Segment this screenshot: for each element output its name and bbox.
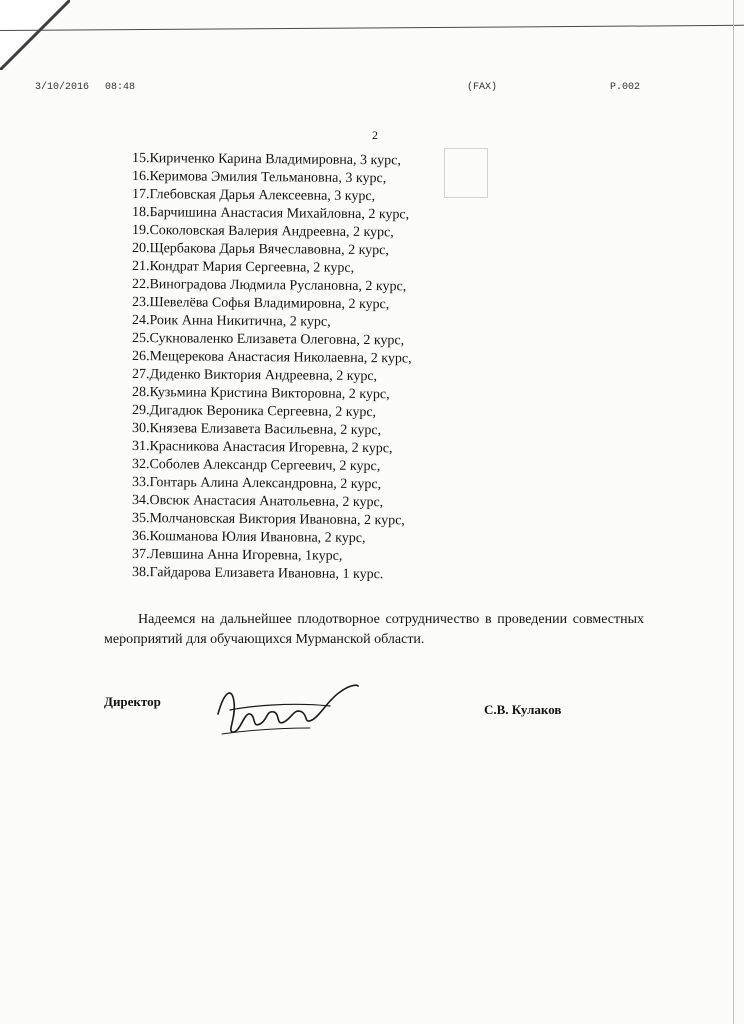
student-list-item: 26.Мещерекова Анастасия Николаевна, 2 курс, [131,349,412,367]
student-list-item: 28.Кузьмина Кристина Викторовна, 2 курс, [131,385,390,403]
signatory-name: С.В. Кулаков [484,702,562,717]
student-list-item: 38.Гайдарова Елизавета Ивановна, 1 курс. [131,565,384,583]
student-list-item: 18.Барчишина Анастасия Михайловна, 2 курс, [131,205,410,223]
student-list-item: 29.Дигадюк Вероника Сергеевна, 2 курс, [131,403,377,421]
student-list-item: 17.Глебовская Дарья Алексеевна, 3 курс, [131,187,376,205]
bleed-through-emblem [444,148,488,198]
page-number: 2 [372,128,378,142]
student-list-item: 27.Диденко Виктория Андреевна, 2 курс, [131,367,378,385]
student-list-item: 24.Роик Анна Никитична, 2 курс, [131,313,331,330]
student-list-item: 21.Кондрат Мария Сергеевна, 2 курс, [131,259,355,276]
handwritten-signature [210,672,360,742]
page-edge [733,0,734,1024]
student-list-item: 33.Гонтарь Алина Александровна, 2 курс, [131,475,382,493]
closing-paragraph: Надеемся на дальнейшее плодотворное сотрудничество в проведении совместных мероприятий для обучающихся Мурманской области. [104,612,644,647]
student-list-item: 25.Сукноваленко Елизавета Олеговна, 2 курс, [131,331,405,349]
student-list-item: 16.Керимова Эмилия Тельмановна, 3 курс, [131,169,387,187]
fax-date: 3/10/2016 [35,82,90,93]
student-list-item: 15.Кириченко Карина Владимировна, 3 курс, [131,151,401,169]
student-list-item: 32.Соболев Александр Сергеевич, 2 курс, [131,457,381,475]
fax-label: (FAX) [467,82,498,93]
student-list-item: 36.Кошманова Юлия Ивановна, 2 курс, [131,529,366,547]
folded-corner [0,0,70,70]
student-list-item: 34.Овсюк Анастасия Анатольевна, 2 курс, [131,493,384,511]
student-list-item: 30.Князева Елизавета Васильевна, 2 курс, [131,421,382,439]
fax-header [35,82,675,98]
student-list-item: 31.Красникова Анастасия Игоревна, 2 курс, [131,439,393,457]
fax-page: P.002 [610,82,641,93]
student-list-item: 35.Молчановская Виктория Ивановна, 2 курс, [131,511,405,529]
fax-time: 08:48 [105,82,136,93]
fold-line [0,25,744,31]
student-list [132,150,412,582]
student-list-item: 19.Соколовская Валерия Андреевна, 2 курс, [131,223,394,241]
student-list-item: 20.Щербакова Дарья Вячеславовна, 2 курс, [131,241,389,259]
student-list-item: 23.Шевелёва Софья Владимировна, 2 курс, [131,295,390,313]
student-list-item: 22.Виноградова Людмила Руслановна, 2 курс, [131,277,407,295]
student-list-item: 37.Левшина Анна Игоревна, 1курс, [131,547,343,564]
signatory-title: Директор [104,694,161,709]
